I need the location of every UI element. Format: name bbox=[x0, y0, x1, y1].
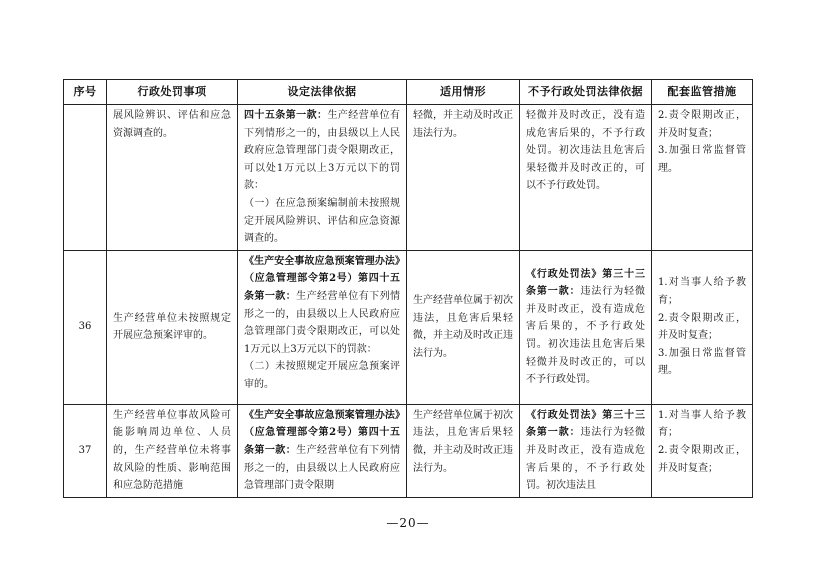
exempt-title: 《行政处罚法》第三十三条第一款： bbox=[526, 268, 645, 298]
row-exempt-cell bbox=[520, 404, 652, 497]
row-measures-cell bbox=[652, 404, 753, 497]
basis-title: 《生产安全事故应急预案管理办法》（应急管理部令第2号）第 bbox=[244, 409, 400, 439]
measure-item: 2.责令限期改正，并及时复查； bbox=[658, 444, 746, 474]
measure-item: 3.加强日常监督管理。 bbox=[658, 145, 746, 174]
header-penalty-item: 行政处罚事项 bbox=[107, 80, 238, 105]
row-situation: 生产经营单位属于初次违法，且危害后果轻微，并主动及时改正违法行为。 bbox=[413, 295, 513, 359]
header-serial: 序号 bbox=[64, 80, 107, 105]
row-situation-cell bbox=[407, 250, 520, 404]
row-situation-cell bbox=[407, 404, 520, 497]
row-exempt bbox=[520, 264, 651, 391]
table-row bbox=[64, 404, 753, 497]
header-legal-basis: 设定法律依据 bbox=[238, 80, 407, 105]
measure-item: 2.责令限期改正，并及时复查； bbox=[658, 312, 746, 342]
header-supervision-measures: 配套监管措施 bbox=[652, 80, 753, 105]
exempt-body: 违法行为轻微并及时改正，没有造成危害后果的，不予行政处罚。初次违法且危害后果轻微并及时改正的，可以不予行政处罚。 bbox=[526, 286, 645, 386]
header-exemption-basis: 不予行政处罚法律依据 bbox=[520, 80, 652, 105]
measure-item: 1.对当事人给予教育； bbox=[658, 277, 746, 307]
row-item-cell bbox=[107, 404, 238, 497]
basis-clause: 四十五条第一款： bbox=[244, 273, 400, 302]
measure-item: 2.责令限期改正，并及时复查； bbox=[658, 110, 746, 139]
row-measures bbox=[652, 272, 752, 382]
row-item-cell bbox=[107, 250, 238, 404]
row-basis bbox=[238, 251, 406, 396]
penalty-table bbox=[63, 79, 753, 498]
row-situation: 轻微，并主动及时改正违法行为。 bbox=[413, 110, 513, 139]
row-basis-cell bbox=[238, 250, 407, 404]
row-serial: 36 bbox=[64, 250, 107, 404]
row-situation-cell bbox=[407, 105, 520, 251]
basis-title: 《生产安全事故应急预案管理办法》（应急管理部令第2号）第 bbox=[244, 255, 400, 285]
row-exempt bbox=[520, 405, 651, 497]
measure-item: 3.加强日常监督管理。 bbox=[658, 347, 746, 377]
row-measures-cell bbox=[652, 250, 753, 404]
page-number: —20— bbox=[386, 516, 430, 530]
basis-body: 生产经营单位有下列情形之一的，由县级以上人民政府应急管理部门责令限期 bbox=[244, 444, 401, 492]
row-basis-cell bbox=[238, 404, 407, 497]
row-basis-cell bbox=[238, 105, 407, 251]
row-serial bbox=[64, 105, 107, 251]
row-exempt-cell bbox=[520, 105, 652, 251]
table-header-row bbox=[64, 80, 753, 105]
table-row bbox=[64, 105, 753, 251]
basis-sub: （一）在应急预案编制前未按照规定开展风险辨识、评估和应急资源调查的。 bbox=[244, 197, 400, 245]
table-row bbox=[64, 250, 753, 404]
header-applicable-situation: 适用情形 bbox=[407, 80, 520, 105]
row-situation: 生产经营单位属于初次违法，且危害后果轻微，并主动及时改正违法行为。 bbox=[413, 409, 513, 474]
row-exempt bbox=[520, 105, 651, 197]
basis-body: 生产经营单位有下列情形之一的，由县级以上人民政府应急管理部门责令限期改正，可以处1万元以上3万元以下的罚款： bbox=[244, 290, 401, 355]
exempt-title: 《行政处罚法》第三十三条第一款： bbox=[526, 409, 645, 439]
measure-item: 1.对当事人给予教育； bbox=[658, 409, 746, 439]
row-item: 生产经营单位未按照规定开展应急预案评审的。 bbox=[113, 312, 231, 342]
row-serial: 37 bbox=[64, 404, 107, 497]
exempt-body: 轻微并及时改正，没有造成危害后果的，不予行政处罚。初次违法且危害后果轻微并及时改正的，可以不予行政处罚。 bbox=[526, 110, 645, 192]
basis-sub: （二）未按照规定开展应急预案评审的。 bbox=[244, 361, 400, 390]
row-item: 生产经营单位事故风险可能影响周边单位、人员的，生产经营单位未将事故风险的性质、影响范围和应急防范措施 bbox=[113, 409, 231, 492]
row-basis bbox=[238, 105, 406, 250]
basis-clause: 四十五条第一款： bbox=[244, 110, 328, 121]
basis-body: 生产经营单位有下列情形之一的，由县级以上人民政府应急管理部门责令限期改正，可以处1万元以上3万元以下的罚款： bbox=[244, 110, 401, 192]
row-item: 展风险辨识、评估和应急资源调查的。 bbox=[113, 110, 231, 139]
exempt-body: 违法行为轻微并及时改正，没有造成危害后果的，不予行政处罚。初次违法且 bbox=[526, 427, 645, 492]
row-measures bbox=[652, 405, 752, 479]
row-exempt-cell bbox=[520, 250, 652, 404]
basis-clause: 四十五条第一款： bbox=[244, 427, 400, 456]
row-measures-cell bbox=[652, 105, 753, 251]
row-measures bbox=[652, 105, 752, 179]
row-item-cell bbox=[107, 105, 238, 251]
row-basis bbox=[238, 405, 406, 497]
